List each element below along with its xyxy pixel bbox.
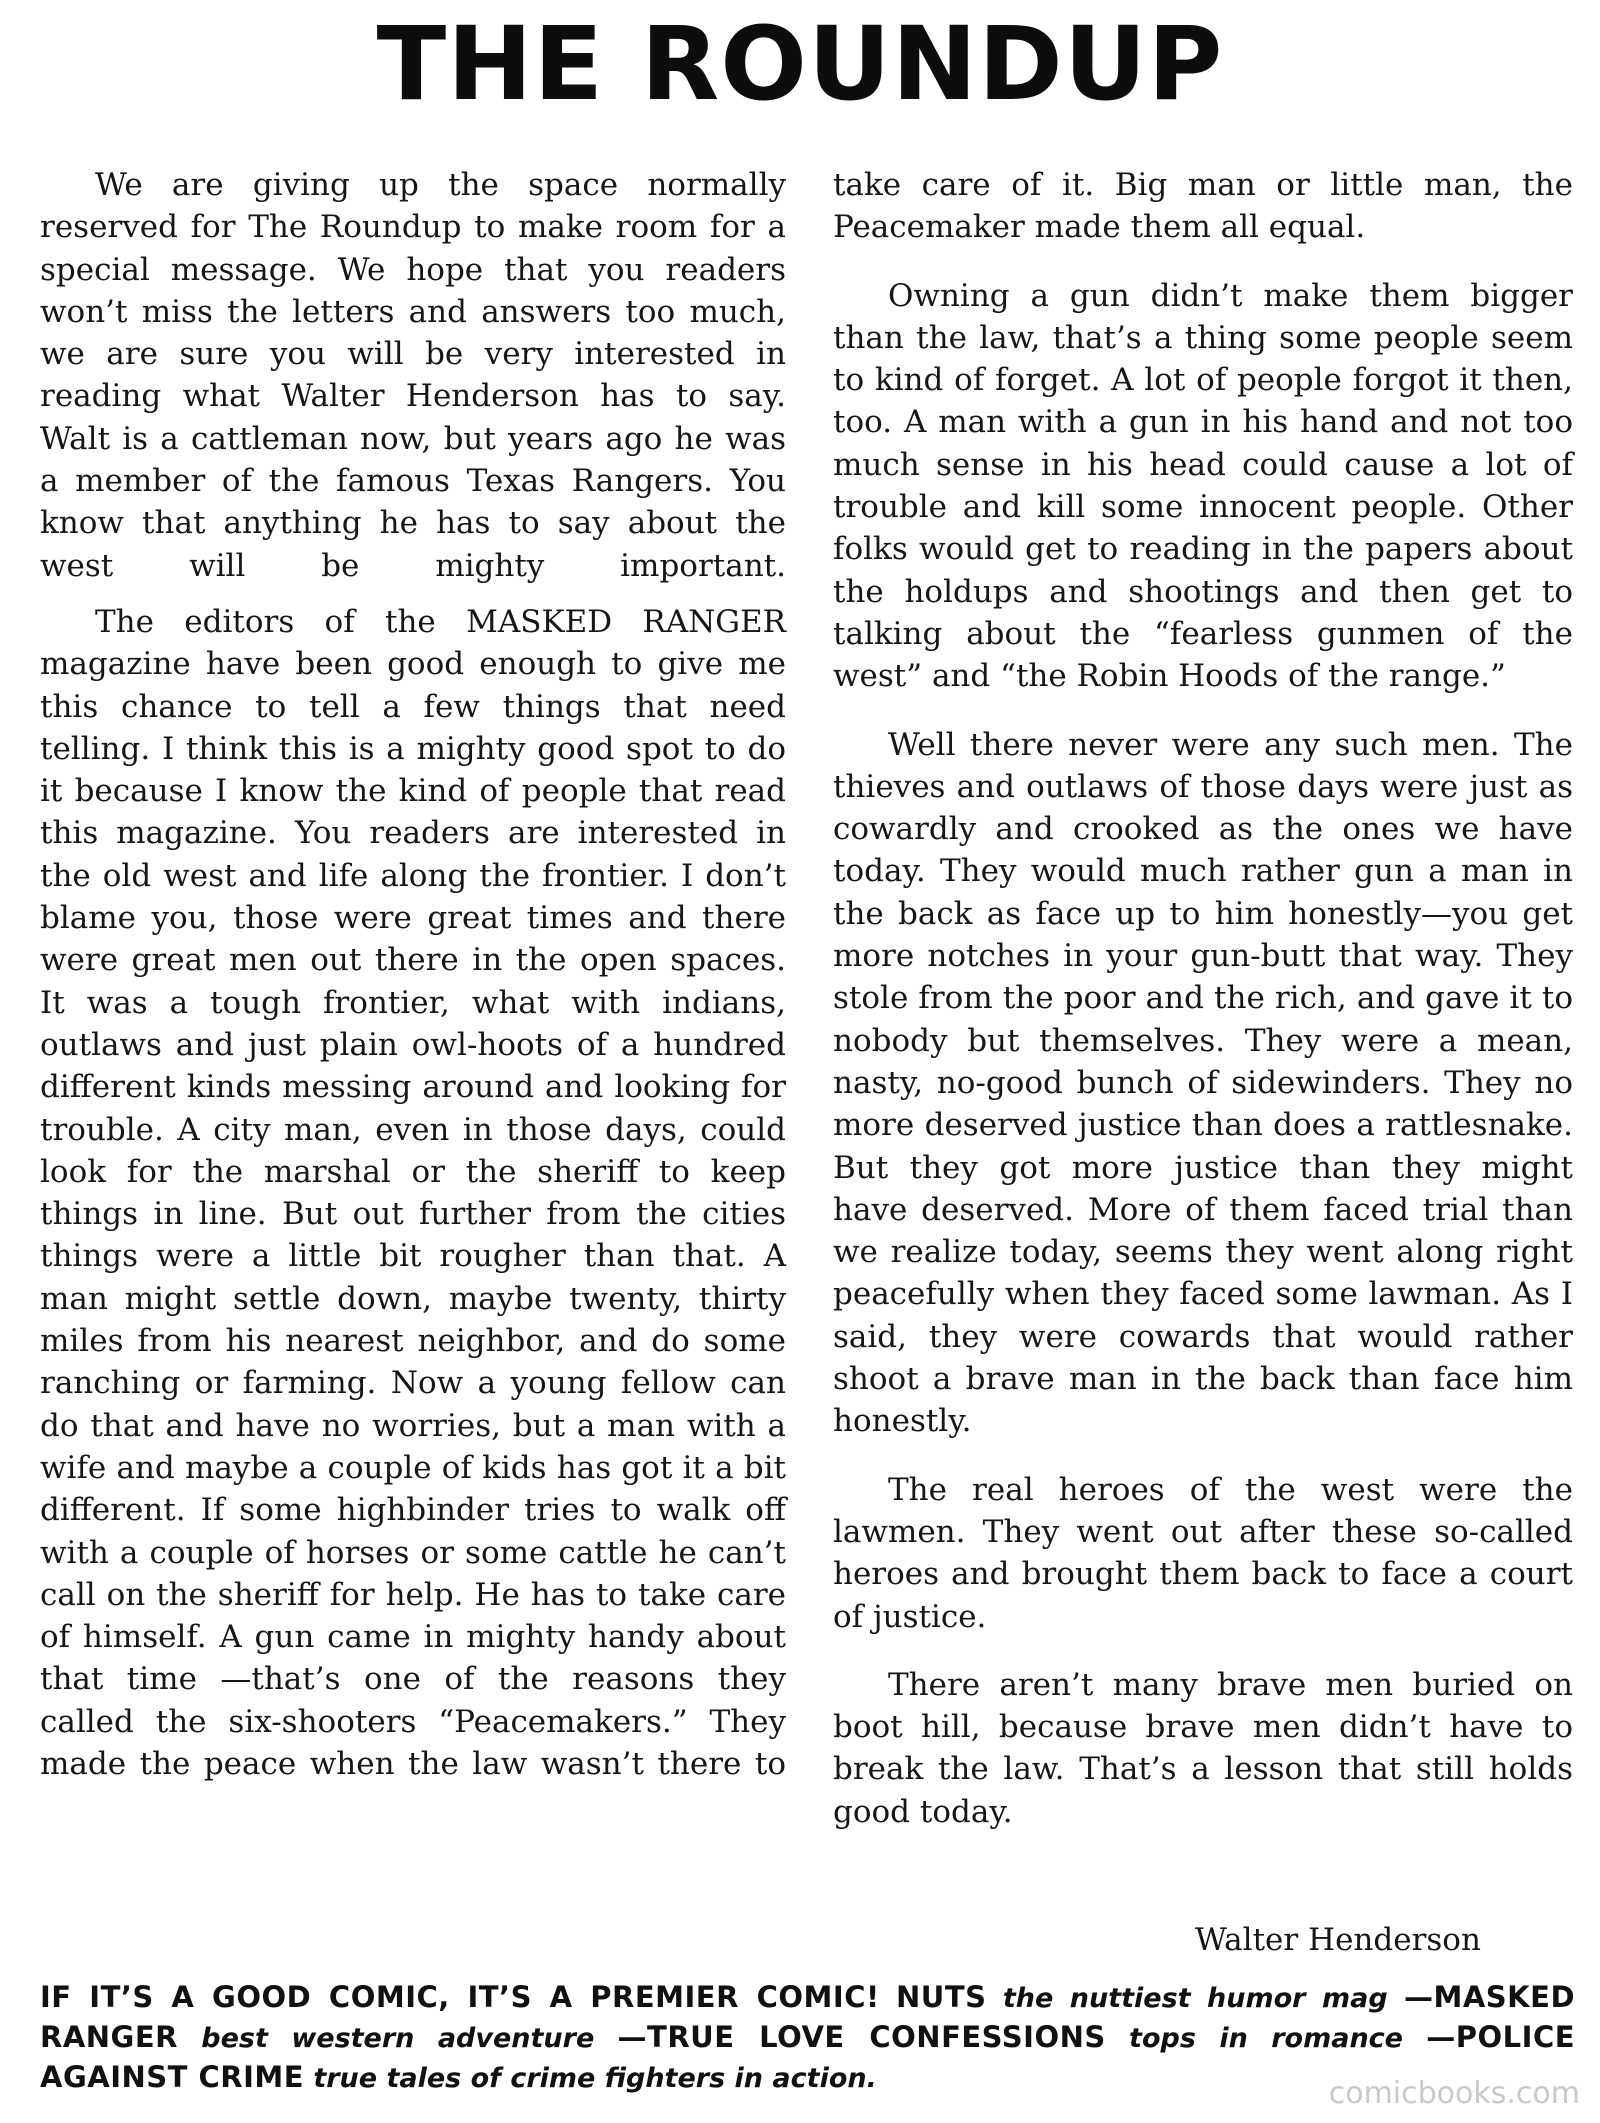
paragraph: We are giving up the space normally reserved for The Roundup to make room for a special message. We hope that you readers won’t miss the letters and answers too much, we are sure you will be very interested in reading what Walter Henderson has to say. Walt is a cattleman now, but years ago he was a member of the famous Texas Rangers. You know that anything he has to say about the west will be mighty important. (40, 167, 786, 584)
page-title: THE ROUNDUP (376, 5, 1224, 124)
ad-title-masked-ranger: —MASKED RANGER (40, 1980, 1576, 2054)
right-column (833, 164, 1573, 1833)
paragraph: The real heroes of the west were the lawmen. They went out after these so-called heroes and brought them back to face a court of justice. (833, 1471, 1573, 1635)
paragraph: The editors of the MASKED RANGER magazine have been good enough to give me this chance to tell a few things that need telling. I think this is a mighty good spot to do it because I know the kind of people that read this magazine. You readers are interested in the old west and life along the frontier. I don’t blame you, those were great times and there were great men out there in the open spaces. It was a tough frontier, what with indians, outlaws and just plain owl-hoots of a hundred different kinds messing around and looking for trouble. A city man, even in those days, could look for the marshal or the sheriff to keep things in line. But out further from the cities things were a little bit rougher than that. A man might settle down, maybe twenty, thirty miles from his nearest neighbor, and do some ranching or farming. Now a young fellow can do that and have no worries, but a man with a wife and maybe a couple of kids has got it a bit different. If some highbinder tries to walk off with a couple of horses or some cattle he can’t call on the sheriff for help. He has to take care of himself. A gun came in mighty handy about that time —that’s one of the reasons they called the six-shooters “Peacemakers.” They made the peace when the law wasn’t there to (40, 603, 786, 1782)
author-signature: Walter Henderson (1195, 1922, 1481, 1958)
ad-title-nuts: NUTS (896, 1980, 987, 2014)
paragraph: There aren’t many brave men buried on boot hill, because brave men didn’t have to break the law. That’s a lesson that still holds good today. (833, 1666, 1573, 1830)
ad-tagline: true tales of crime fighters in action. (313, 2063, 877, 2094)
ad-tagline: best western adventure (201, 2023, 595, 2054)
paragraph: take care of it. Big man or little man, the Peacemaker made them all equal. (833, 167, 1573, 246)
left-column (40, 164, 786, 1785)
ad-title-true-love: —TRUE LOVE CONFESSIONS (617, 2020, 1106, 2054)
paragraph: Well there never were any such men. The thieves and outlaws of those days were just as cowardly and crooked as the ones we have today. They would much rather gun a man in the back as face up to him honestly—you get more notches in your gun-butt that way. They stole from the poor and the rich, and gave it to nobody but themselves. They were a mean, nasty, no-good bunch of sidewinders. They no more deserved justice than does a rattlesnake. But they got more justice than they might have deserved. More of them faced trial than we realize today, seems they went along right peacefully when they faced some lawman. As I said, they were cowards that would rather shoot a brave man in the back than face him honestly. (833, 726, 1573, 1440)
paragraph: Owning a gun didn’t make them bigger than the law, that’s a thing some people seem to kind of forget. A lot of people forgot it then, too. A man with a gun in his hand and not too much sense in his head could cause a lot of trouble and kill some innocent people. Other folks would get to reading in the papers about the holdups and shootings and then get to talking about the “fearless gunmen of the west” and “the Robin Hoods of the range.” (833, 277, 1573, 695)
ad-tagline: the nuttiest humor mag (1002, 1983, 1388, 2014)
ad-title-police: —POLICE AGAINST CRIME (40, 2020, 1576, 2094)
ad-slogan: IF IT’S A GOOD COMIC, IT’S A PREMIER COMIC! (40, 1980, 880, 2014)
watermark: comicbooks.com (1328, 2076, 1580, 2111)
ad-tagline: tops in romance (1129, 2023, 1403, 2054)
